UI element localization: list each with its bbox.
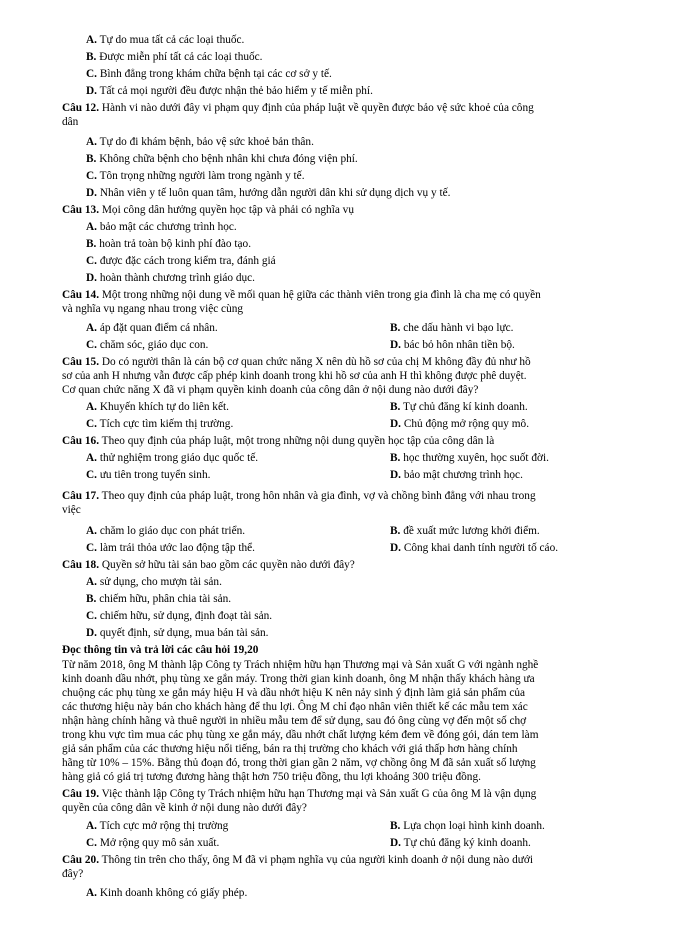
q15-stem-cont: sơ của anh H nhưng vẫn được cấp phép kinh doanh trong khi hồ sơ của anh H thì không được phê duyệt. (62, 370, 527, 382)
q17-option-d: D. Công khai danh tính người tố cáo. (390, 542, 559, 554)
q14-option-b: B. che dấu hành vi bạo lực. (390, 322, 514, 334)
q17-option-c: C. làm trái thỏa ước lao động tập thể. (86, 542, 255, 554)
q17-option-a: A. chăm lo giáo dục con phát triển. (86, 525, 246, 537)
reading-line-6: trong khu vực tìm mua các phụ tùng xe gắn máy, dầu nhớt chất lượng kém đem về đóng gói, dán tem làm (62, 729, 539, 741)
reading-line-4: các thương hiệu này bán cho khách hàng để thu lợi. Ông M chỉ đạo nhân viên thiết kế các mẫu tem xác (62, 701, 528, 713)
q13-option-a: A. bảo mật các chương trình học. (86, 221, 237, 233)
q12-stem: Câu 12. Hành vi nào dưới đây vi phạm quy định của pháp luật về quyền được bảo vệ sức khoẻ của công (62, 102, 534, 114)
reading-line-8: hãng từ 10% – 15%. Bằng thủ đoạn đó, trong thời gian gần 2 năm, vợ chồng ông M đã sản xuất số lượng (62, 757, 536, 769)
q13-option-c: C. được đặc cách trong kiểm tra, đánh giá (86, 255, 276, 267)
q14-option-a: A. áp đặt quan điểm cá nhân. (86, 322, 218, 334)
q19-stem-cont: quyền của công dân về kinh ở nội dung nào dưới đây? (62, 802, 307, 814)
q11-option-d: D. Tất cả mọi người đều được nhận thẻ bảo hiểm y tế miễn phí. (86, 85, 373, 97)
q15-stem: Câu 15. Do có người thân là cán bộ cơ quan chức năng X nên dù hồ sơ của chị M không đầy đủ như hồ (62, 356, 531, 368)
q14-option-d: D. bác bỏ hôn nhân tiền bộ. (390, 339, 515, 351)
q11-option-a: A. Tự do mua tất cả các loại thuốc. (86, 34, 245, 46)
q19-option-d: D. Tự chủ đăng ký kinh doanh. (390, 837, 531, 849)
q16-option-b: B. học thường xuyên, học suốt đời. (390, 452, 549, 464)
reading-line-9: hàng giả có giá trị tương đương hàng thật hơn 750 triệu đồng, thu lợi khoảng 300 triệu đồng. (62, 771, 481, 783)
q17-option-b: B. đề xuất mức lương khởi điểm. (390, 525, 540, 537)
q15-stem-cont-2: Cơ quan chức năng X đã vi phạm quyền kinh doanh của công dân ở nội dung nào dưới đây? (62, 384, 479, 396)
q19-option-a: A. Tích cực mở rộng thị trường (86, 820, 229, 832)
reading-line-1: Từ năm 2018, ông M thành lập Công ty Trách nhiệm hữu hạn Thương mại và Sản xuất G với ngành nghề (62, 659, 539, 671)
q13-option-b: B. hoàn trả toàn bộ kinh phí đào tạo. (86, 238, 252, 250)
q15-option-a: A. Khuyến khích tự do liên kết. (86, 401, 229, 413)
q19-stem: Câu 19. Việc thành lập Công ty Trách nhiệm hữu hạn Thương mại và Sản xuất G của ông M là vận dụng (62, 788, 537, 800)
q20-stem: Câu 20. Thông tin trên cho thấy, ông M đã vi phạm nghĩa vụ của người kinh doanh ở nội dung nào dưới (62, 854, 534, 866)
q16-option-c: C. ưu tiên trong tuyển sinh. (86, 469, 211, 481)
q13-stem: Câu 13. Mọi công dân hưởng quyền học tập và phải có nghĩa vụ (62, 204, 354, 216)
q16-stem: Câu 16. Theo quy định của pháp luật, một trong những nội dung quyền học tập của công dân là (62, 435, 495, 447)
q18-option-d: D. quyết định, sử dụng, mua bán tài sản. (86, 627, 269, 639)
q18-option-b: B. chiếm hữu, phân chia tài sản. (86, 593, 232, 605)
q12-option-a: A. Tự do đi khám bệnh, bảo vệ sức khoẻ bản thân. (86, 136, 314, 148)
q16-option-d: D. bảo mật chương trình học. (390, 469, 523, 481)
q12-option-b: B. Không chữa bệnh cho bệnh nhân khi chưa đóng viện phí. (86, 153, 358, 165)
q14-option-c: C. chăm sóc, giáo dục con. (86, 339, 209, 351)
q15-option-c: C. Tích cực tìm kiếm thị trường. (86, 418, 234, 430)
q20-option-a: A. Kinh doanh không có giấy phép. (86, 887, 248, 899)
q20-stem-cont: đây? (62, 868, 84, 880)
q16-option-a: A. thử nghiệm trong giáo dục quốc tế. (86, 452, 259, 464)
reading-line-3: chuộng các phụ tùng xe gắn máy hiệu H và dầu nhớt hiệu K nên nảy sinh ý định làm giả sản phẩm của (62, 687, 526, 699)
q12-option-d: D. Nhân viên y tế luôn quan tâm, hướng dẫn người dân khi sử dụng dịch vụ y tế. (86, 187, 451, 199)
q14-stem: Câu 14. Một trong những nội dung về mối quan hệ giữa các thành viên trong gia đình là cha mẹ có quyền (62, 289, 541, 301)
q18-option-a: A. sử dụng, cho mượn tài sản. (86, 576, 222, 588)
reading-line-2: kinh doanh dầu nhớt, phụ tùng xe gắn máy. Trong thời gian kinh doanh, ông M nhận thấy khách hàng ưa (62, 673, 535, 685)
q14-stem-cont: và nghĩa vụ ngang nhau trong việc cùng (62, 303, 244, 315)
q11-option-b: B. Được miễn phí tất cả các loại thuốc. (86, 51, 263, 63)
q19-option-c: C. Mở rộng quy mô sản xuất. (86, 837, 220, 849)
reading-line-5: nhận hàng chính hãng và thuê người in nhiều mẫu tem để sử dụng, sau đó ông cùng vợ đến một số chợ (62, 715, 527, 727)
q12-option-c: C. Tôn trọng những người làm trong ngành y tế. (86, 170, 305, 182)
q13-option-d: D. hoàn thành chương trình giáo dục. (86, 272, 255, 284)
q12-stem-cont: dân (62, 116, 79, 128)
reading-title: Đọc thông tin và trả lời các câu hỏi 19,20 (62, 644, 259, 656)
q15-option-b: B. Tự chủ đăng kí kinh doanh. (390, 401, 528, 413)
q17-stem-cont: việc (62, 504, 81, 516)
q19-option-b: B. Lựa chọn loại hình kinh doanh. (390, 820, 545, 832)
reading-line-7: giả sản phẩm của các thương hiệu nổi tiếng, bán ra thị trường cho khách với giá thấp hơn hàng chính (62, 743, 518, 755)
q15-option-d: D. Chủ động mở rộng quy mô. (390, 418, 530, 430)
q17-stem: Câu 17. Theo quy định của pháp luật, trong hôn nhân và gia đình, vợ và chồng bình đẳng với nhau trong (62, 490, 536, 502)
q18-stem: Câu 18. Quyền sở hữu tài sản bao gồm các quyền nào dưới đây? (62, 559, 355, 571)
q18-option-c: C. chiếm hữu, sử dụng, định đoạt tài sản. (86, 610, 273, 622)
q11-option-c: C. Bình đẳng trong khám chữa bệnh tại các cơ sở y tế. (86, 68, 332, 80)
